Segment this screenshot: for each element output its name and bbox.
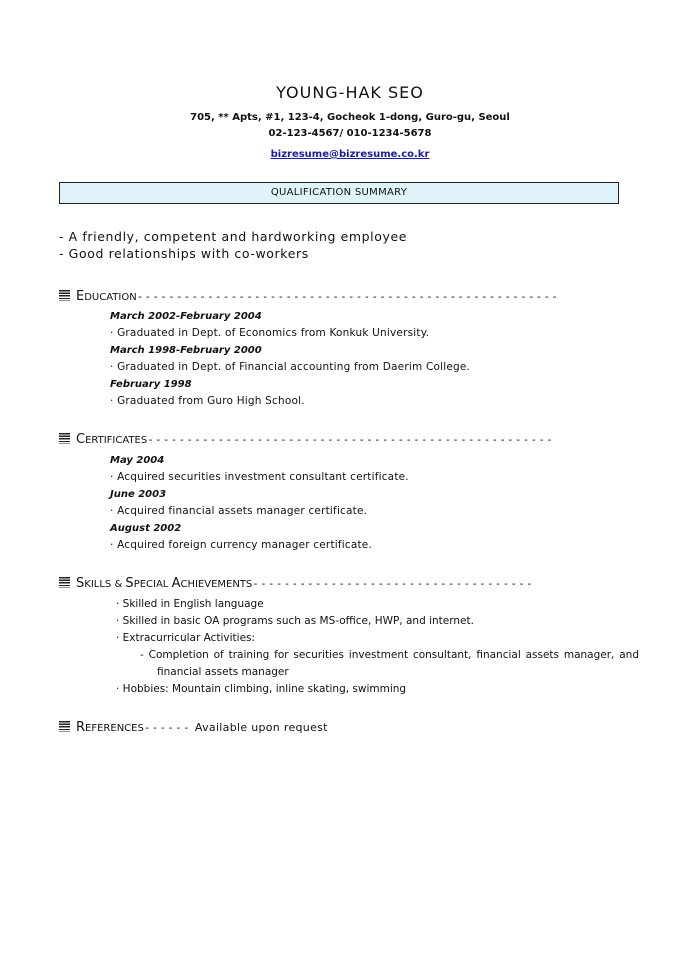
section-bullet-icon [59, 290, 70, 301]
section-rule: ---------------------------------------------------- [147, 433, 554, 446]
education-heading: EDUCATION------------------------------------------------------ [59, 289, 559, 306]
certificates-heading: CERTIFICATES---------------------------------------------------- [59, 432, 554, 449]
education-list [110, 308, 470, 410]
section-bullet-icon [59, 433, 70, 444]
certificate-item: · Acquired foreign currency manager certificate. [110, 539, 373, 551]
skill-sub-item: - Completion of training for securities investment consultant, financial assets manager, and financial assets manager [140, 649, 639, 678]
certificate-item: · Acquired financial assets manager certificate. [110, 505, 368, 517]
qualification-summary-list [59, 228, 407, 262]
education-date: March 2002-February 2004 [110, 311, 262, 322]
candidate-email-link[interactable]: bizresume@bizresume.co.kr [270, 149, 430, 160]
certificates-list [110, 452, 409, 554]
certificate-date: August 2002 [110, 523, 182, 534]
skills-heading: SKILLS & SPECIAL ACHIEVEMENTS------------------------------------ [59, 576, 534, 593]
candidate-phone: 02-123-4567/ 010-1234-5678 [268, 128, 432, 139]
education-date: March 1998-February 2000 [110, 345, 262, 356]
education-date: February 1998 [110, 379, 192, 390]
candidate-address: 705, ** Apts, #1, 123-4, Gocheok 1-dong, Guro-gu, Seoul [190, 112, 510, 123]
references-heading: REFERENCES------ Available upon request [59, 720, 328, 737]
skill-item: · Skilled in basic OA programs such as MS-office, HWP, and internet. [116, 615, 474, 627]
skills-list [116, 596, 639, 698]
qualification-summary-title: QUALIFICATION SUMMARY [59, 182, 619, 204]
references-note: Available upon request [194, 721, 328, 734]
certificate-date: June 2003 [110, 489, 167, 500]
skill-item: · Extracurricular Activities: [116, 632, 256, 644]
education-item: · Graduated from Guro High School. [110, 395, 305, 407]
certificate-item: · Acquired securities investment consultant certificate. [110, 471, 409, 483]
summary-line: - A friendly, competent and hardworking employee [59, 229, 408, 244]
education-item: · Graduated in Dept. of Financial accounting from Daerim College. [110, 361, 471, 373]
resume-header [0, 82, 680, 163]
summary-line: - Good relationships with co-workers [59, 246, 309, 261]
candidate-name: YOUNG-HAK SEO [276, 83, 424, 102]
section-bullet-icon [59, 577, 70, 588]
education-item: · Graduated in Dept. of Economics from Konkuk University. [110, 327, 430, 339]
certificate-date: May 2004 [110, 455, 165, 466]
section-rule: ------------------------------------------------------ [136, 290, 560, 303]
skill-item: · Skilled in English language [116, 598, 264, 610]
section-rule: ------------------------------------ [252, 577, 534, 590]
skill-item: · Hobbies: Mountain climbing, inline skating, swimming [116, 683, 407, 695]
section-rule: ------ [143, 721, 191, 734]
section-bullet-icon [59, 721, 70, 732]
